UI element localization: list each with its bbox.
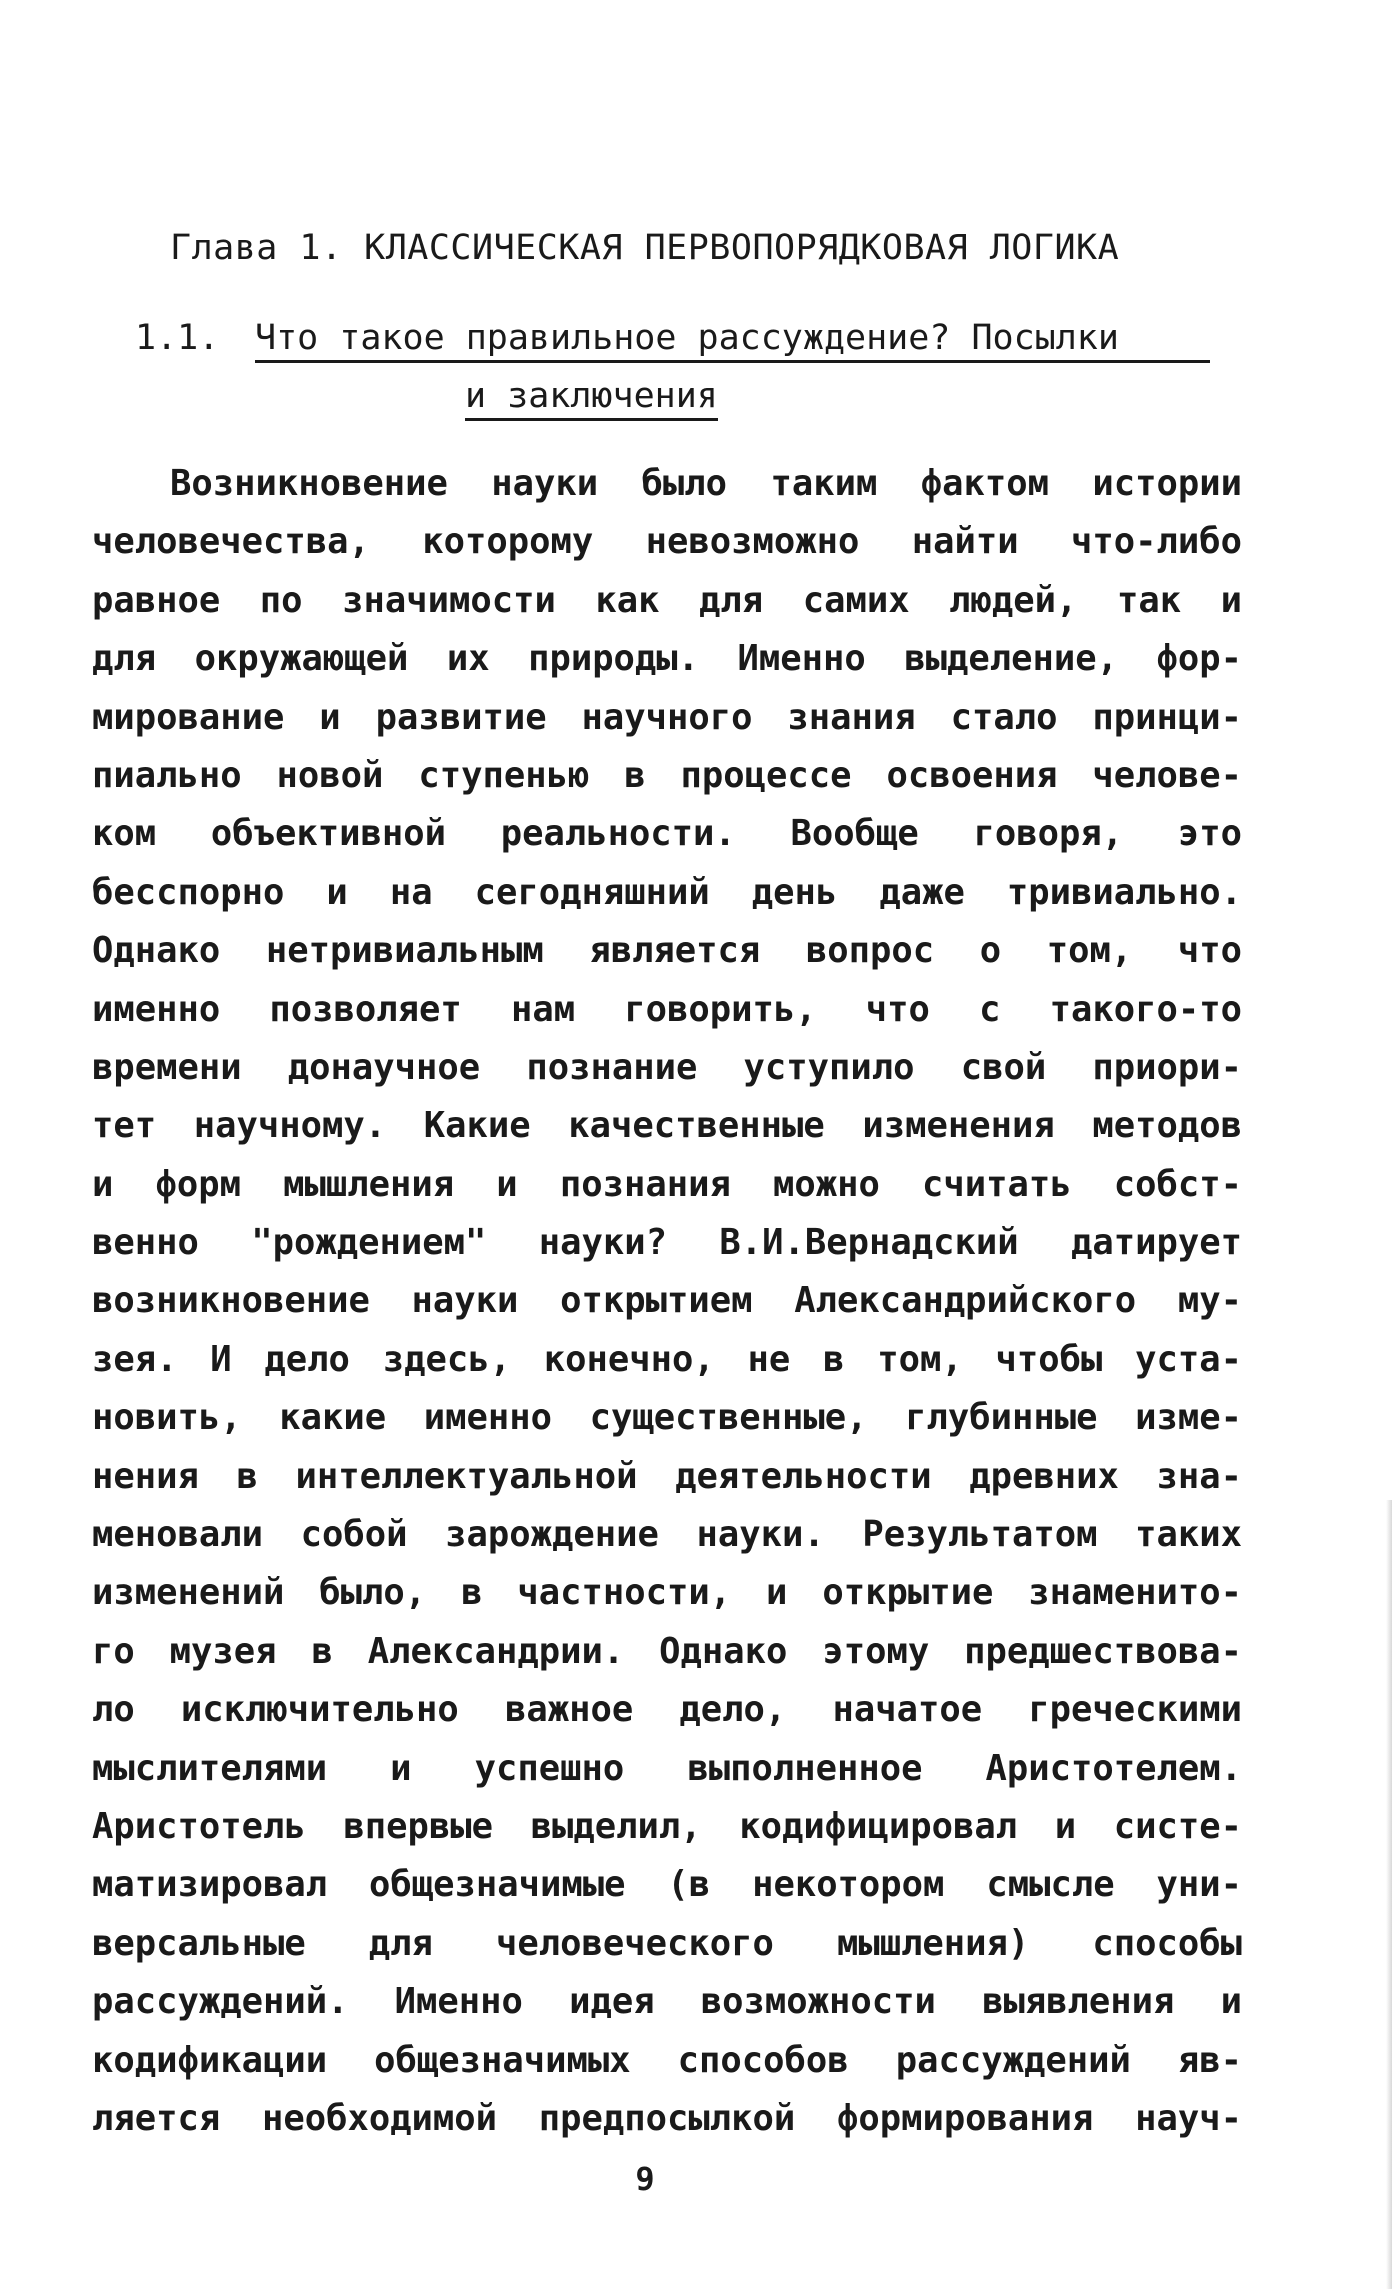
- text-line: венно "рождением" науки? В.И.Вернадский датирует: [92, 1222, 1242, 1264]
- text-line: Аристотель впервые выделил, кодифицировал и систе-: [92, 1805, 1242, 1847]
- section-title-line-2: и заключения: [465, 376, 718, 421]
- scan-edge-shadow: [1386, 1500, 1392, 2289]
- text-line: Однако нетривиальным является вопрос о том, что: [92, 930, 1242, 972]
- text-line: новить, какие именно существенные, глубинные изме-: [92, 1397, 1242, 1439]
- text-line: Возникновение науки было таким фактом истории: [170, 463, 1242, 504]
- text-line: и форм мышления и познания можно считать собст-: [92, 1163, 1242, 1205]
- text-line: возникновение науки открытием Александрийского му-: [92, 1280, 1242, 1322]
- text-line: версальные для человеческого мышления) способы: [92, 1922, 1242, 1964]
- text-line: нения в интеллектуальной деятельности древних зна-: [92, 1455, 1242, 1497]
- page-number: 9: [635, 2160, 655, 2198]
- text-line: ляется необходимой предпосылкой формирования науч-: [92, 2097, 1242, 2139]
- text-line: ло исключительно важное дело, начатое греческими: [92, 1689, 1242, 1731]
- text-line: зея. И дело здесь, конечно, не в том, чтобы уста-: [92, 1338, 1242, 1380]
- text-line: тет научному. Какие качественные изменения методов: [92, 1105, 1242, 1147]
- section-title-line-1: Что такое правильное рассуждение? Посылки: [255, 318, 1210, 363]
- section-number: 1.1.: [135, 318, 220, 358]
- text-line: человечества, которому невозможно найти что-либо: [92, 521, 1242, 563]
- text-line: меновали собой зарождение науки. Результатом таких: [92, 1514, 1242, 1556]
- text-line: кодификации общезначимых способов рассуждений яв-: [92, 2039, 1242, 2081]
- text-line: для окружающей их природы. Именно выделение, фор-: [92, 638, 1242, 680]
- text-line: ком объективной реальности. Вообще говоря, это: [92, 813, 1242, 855]
- text-line: рассуждений. Именно идея возможности выявления и: [92, 1981, 1242, 2023]
- body-text: [92, 455, 1242, 2148]
- text-line: бесспорно и на сегодняшний день даже тривиально.: [92, 871, 1242, 913]
- text-line: пиально новой ступенью в процессе освоения челове-: [92, 754, 1242, 796]
- text-line: мирование и развитие научного знания стало принци-: [92, 696, 1242, 738]
- chapter-title: Глава 1. КЛАССИЧЕСКАЯ ПЕРВОПОРЯДКОВАЯ ЛОГИКА: [170, 228, 1120, 268]
- text-line: матизировал общезначимые (в некотором смысле уни-: [92, 1864, 1242, 1906]
- text-line: времени донаучное познание уступило свой приори-: [92, 1046, 1242, 1088]
- text-line: мыслителями и успешно выполненное Аристотелем.: [92, 1747, 1242, 1789]
- text-line: именно позволяет нам говорить, что с такого-то: [92, 988, 1242, 1030]
- text-line: го музея в Александрии. Однако этому предшествова-: [92, 1630, 1242, 1672]
- text-line: равное по значимости как для самих людей, так и: [92, 579, 1242, 621]
- text-line: изменений было, в частности, и открытие знаменито-: [92, 1572, 1242, 1614]
